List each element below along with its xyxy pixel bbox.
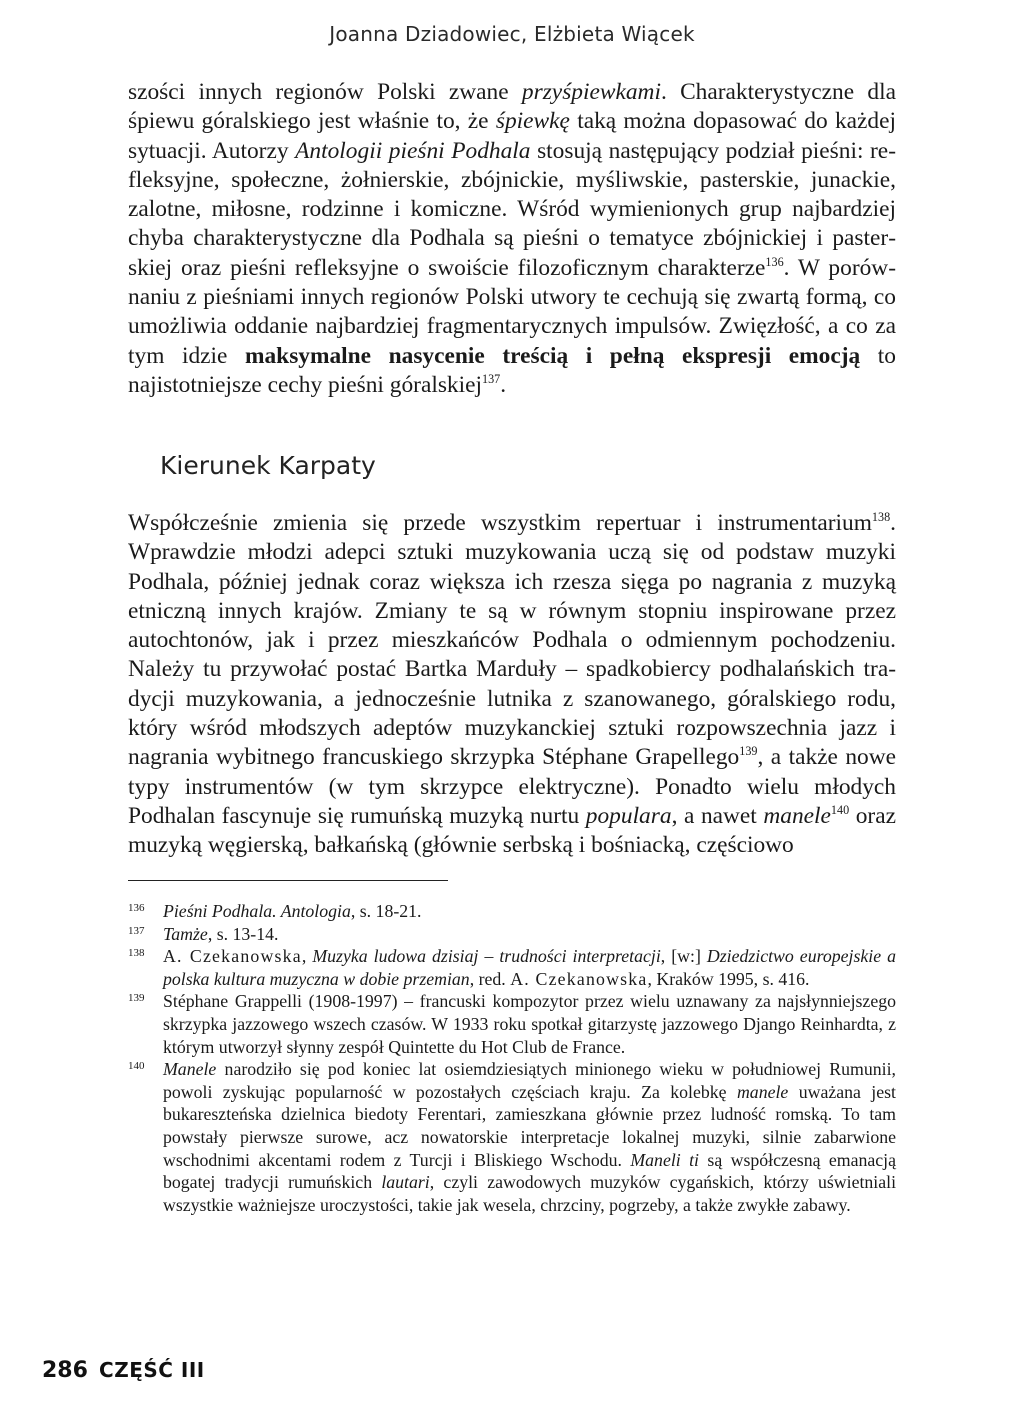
- section-heading: Kierunek Karpaty: [160, 451, 376, 480]
- footnote-ref-136[interactable]: 136: [765, 254, 784, 269]
- italic-term: śpiewkę: [495, 108, 570, 135]
- text-run: są współczesną emanacją bogatej tradycji rumuńskich: [163, 1149, 896, 1193]
- footnote-ref-139[interactable]: 139: [739, 744, 758, 759]
- text-run: oraz muzyką węgierską, bałkańską (głównie serbską i bośniacką, częściowo: [128, 802, 896, 859]
- bold-emphasis: maksymalne nasycenie treścią i pełną ekspresji emocją: [245, 342, 861, 369]
- part-label: CZĘŚĆ III: [99, 1358, 205, 1382]
- page-footer: [42, 1358, 205, 1383]
- footnote-text: [163, 945, 896, 990]
- italic-title: Antologii pieśni Podhala: [295, 137, 531, 164]
- text-run: , a także nowe typy instrumentów (w tym skrzypce elektryczne). Ponadto wielu młodych Podhalan fascynuje się rumuńską muzyką nurtu: [128, 744, 896, 829]
- text-run: szości innych regionów Polski zwane: [128, 79, 522, 105]
- italic-term: populara: [585, 802, 672, 829]
- italic-term: manele: [736, 1081, 789, 1102]
- page-number: 286: [42, 1358, 88, 1383]
- footnote-ref-140[interactable]: 140: [830, 802, 850, 817]
- footnote-number: 139: [128, 992, 145, 1005]
- paragraph-karpaty: [128, 509, 896, 861]
- footnote-139: [128, 990, 896, 1058]
- footnote-text: [163, 1058, 896, 1216]
- text-run: taką można dopasować do każdej sytuacji. Autorzy: [128, 108, 896, 164]
- footnote-text: [163, 923, 896, 946]
- italic-title: Pieśni Podhala. Antologia: [163, 901, 351, 921]
- text-run: . Charakterystyczne dla śpiewu góralskiego jest właśnie to, że: [128, 79, 897, 135]
- footnote-divider: [128, 880, 448, 881]
- text-run: , red.: [469, 968, 511, 989]
- text-run: , czyli zawodowych muzyków cygańskich, którzy uświetniali wszystkie ważniejsze uroczystości, takie jak wesela, chrzciny, pogrzeby, a także zwykłe zabawy.: [163, 1172, 897, 1215]
- italic-term: manele: [763, 802, 831, 829]
- italic-term: Manele: [163, 1059, 217, 1080]
- text-run: , s. 13-14.: [207, 923, 279, 944]
- italic-title: Tamże: [163, 923, 208, 944]
- italic-term: Maneli ti: [630, 1149, 700, 1170]
- footnote-number: 137: [128, 924, 145, 937]
- text-run: Współcześnie zmienia się przede wszystkim repertuar i instrumentarium: [128, 510, 872, 536]
- footnote-136: [128, 900, 896, 923]
- italic-title: Muzyka ludowa dzisiaj – trudności interpretacji: [312, 946, 661, 967]
- footnote-ref-137[interactable]: 137: [482, 371, 501, 386]
- italic-title: Dziedzictwo europejskie a polska kultura muzyczna w dobie przemian: [163, 946, 897, 989]
- text-run: to najistotniejsze cechy pieśni góralskiej: [128, 342, 896, 398]
- text-run: stosują następujący podział pieśni: refleksyjne, społeczne, żołnierskie, zbójnickie, myśliwskie, pasterskie, junackie, zalotne, miłosne, rodzinne i komiczne. Wśród wymienionych grup najbardziej chyba charakterystyczne dla Podhala są pieśni o tematyce zbójnickiej i pasterskiej oraz pieśni refleksyjne o swoiście filozoficznym charakterze: [128, 137, 896, 281]
- footnote-number: 138: [128, 947, 145, 960]
- text-run: , a nawet: [671, 802, 764, 829]
- text-run: . Wprawdzie młodzi adepci sztuki muzykowania uczą się od podstaw muzyki Podhala, później jednak coraz większa ich rzesza sięga po nagrania z muzyką etniczną innych krajów. Zmiany te są w równym stopniu inspirowane przez autochtonów, jak i przez mieszkańców Podhala o odmiennym pochodzeniu. Należy tu przywołać postać Bartka Marduły – spadkobiercy podhalańskich tradycji muzykowania, a jednocześnie lutnika z szanowanego, góralskiego rodu, który wśród młodszych adeptów muzykanckiej sztuki rozpowszechnia jazz i nagrania wybitnego francuskiego skrzypka Stéphane Grapellego: [128, 510, 896, 771]
- paragraph-intro: [128, 78, 896, 400]
- footnote-138: [128, 945, 896, 990]
- text-run: , Kraków 1995, s. 416.: [647, 968, 810, 989]
- footnote-text: Stéphane Grappelli (1908-1997) – francuski kompozytor przez wielu uznawany za najsłynniejszego skrzypka jazzowego wszech czasów. W 1933 roku spotkał gitarzystę jazzowego Django Reinhardta, z którym utworzył słynny zespół Quintette du Hot Club de France.: [163, 991, 896, 1057]
- running-title: Joanna Dziadowiec, Elżbieta Wiącek: [329, 22, 695, 46]
- footnote-140: [128, 1058, 896, 1216]
- footnotes: [128, 900, 896, 1216]
- footnote-number: 136: [128, 902, 145, 914]
- author-name: A. Czekanowska: [163, 946, 302, 967]
- italic-term: przyśpiewkami: [521, 79, 661, 105]
- footnote-text: [163, 900, 896, 923]
- footnote-ref-138[interactable]: 138: [871, 509, 891, 524]
- text-run: . W porównaniu z pieśniami innych regionów Polski utwory te cechują się zwartą formą, co umożliwia oddanie najbardziej fragmentarycznych impulsów. Zwięzłość, a co za tym idzie: [128, 254, 896, 369]
- text-run: ,: [301, 946, 313, 967]
- footnote-137: [128, 923, 896, 946]
- text-run: narodziło się pod koniec lat osiemdziesiątych minionego wieku w południowej Rumunii, powoli zyskując popularność w pozostałych częściach kraju. Za kolebkę: [163, 1059, 896, 1102]
- text-run: .: [500, 371, 507, 398]
- text-run: , s. 18-21.: [350, 901, 422, 921]
- text-run: uważana jest bukareszteńska dzielnica biedoty Ferentari, zamieszkana głównie przez ludność romską. To tam powstały pierwsze surowe, acz nowatorskie interpretacje lokalnej muzyki, silnie zabarwione wschodnimi akcentami rodem z Turcji i Bliskiego Wschodu.: [163, 1081, 896, 1170]
- author-name: A. Czekanowska: [510, 968, 648, 989]
- footnote-number: 140: [128, 1060, 145, 1073]
- text-run: , [w:]: [660, 946, 707, 967]
- italic-term: lautari: [381, 1172, 430, 1193]
